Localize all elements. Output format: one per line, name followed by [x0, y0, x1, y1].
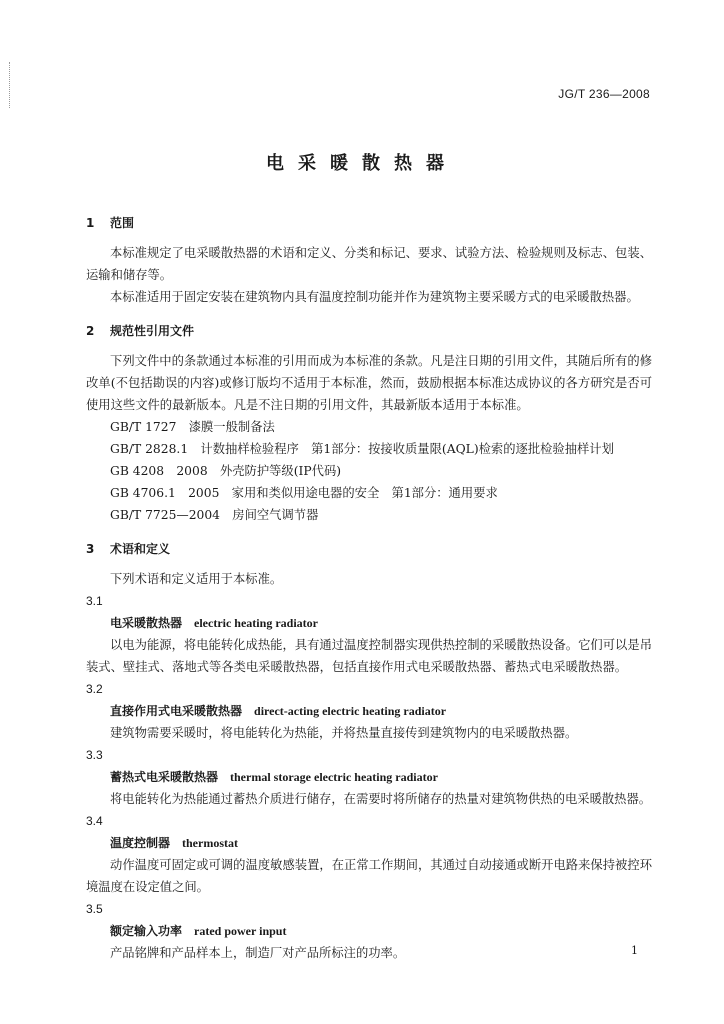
- term-en: thermal storage electric heating radiator: [230, 770, 438, 784]
- document-body: [86, 212, 652, 964]
- paragraph: 本标准规定了电采暖散热器的术语和定义、分类和标记、要求、试验方法、检验规则及标志、包装、运输和储存等。: [86, 246, 652, 282]
- term-definition: 建筑物需要采暖时，将电能转化为热能，并将热量直接传到建筑物内的电采暖散热器。: [110, 726, 578, 740]
- clause-number: 3.1: [86, 594, 103, 608]
- term-cn: 蓄热式电采暖散热器: [110, 770, 219, 784]
- term-heading: [86, 612, 652, 634]
- section-number: 1: [86, 216, 95, 230]
- section-heading-normative-references: [86, 320, 652, 342]
- clause-number: 3.3: [86, 748, 103, 762]
- binding-margin-marks: [9, 62, 12, 108]
- term-definition: 产品铭牌和产品样本上，制造厂对产品所标注的功率。: [110, 946, 406, 960]
- term-cn: 直接作用式电采暖散热器: [110, 704, 243, 718]
- paragraph: 下列文件中的条款通过本标准的引用而成为本标准的条款。凡是注日期的引用文件，其随后所有的修改单(不包括勘误的内容)或修订版均不适用于本标准，然而，鼓励根据本标准达成协议的各方研究是否可使用这些文件的最新版本。凡是不注日期的引用文件，其最新版本适用于本标准。: [86, 354, 652, 412]
- section-title: 规范性引用文件: [110, 324, 195, 338]
- document-title: 电采暖散热器: [266, 153, 458, 174]
- section-number: 3: [86, 542, 95, 556]
- section-heading-terms-definitions: [86, 538, 652, 560]
- term-cn: 温度控制器: [110, 836, 171, 850]
- term-en: thermostat: [182, 836, 238, 850]
- section-number: 2: [86, 324, 95, 338]
- clause-number: 3.5: [86, 902, 103, 916]
- term-en: direct-acting electric heating radiator: [254, 704, 447, 718]
- reference-item: GB 4706.1 2005 家用和类似用途电器的安全 第1部分：通用要求: [110, 486, 498, 500]
- clause-number: 3.2: [86, 682, 103, 696]
- reference-item: GB/T 7725—2004 房间空气调节器: [110, 508, 319, 522]
- paragraph: 本标准适用于固定安装在建筑物内具有温度控制功能并作为建筑物主要采暖方式的电采暖散热器。: [110, 290, 639, 304]
- term-cn: 电采暖散热器: [110, 616, 183, 630]
- term-definition: 以电为能源，将电能转化成热能，具有通过温度控制器实现供热控制的采暖散热设备。它们可以是吊装式、壁挂式、落地式等各类电采暖散热器，包括直接作用式电采暖散热器、蓄热式电采暖散热器。: [86, 638, 652, 674]
- section-heading-scope: [86, 212, 652, 234]
- term-cn: 额定输入功率: [110, 924, 183, 938]
- term-en: rated power input: [194, 924, 287, 938]
- term-heading: [86, 766, 652, 788]
- term-heading: [86, 700, 652, 722]
- term-heading: [86, 832, 652, 854]
- page-number: 1: [631, 944, 638, 957]
- term-en: electric heating radiator: [194, 616, 318, 630]
- paragraph: 下列术语和定义适用于本标准。: [110, 572, 283, 586]
- reference-item: GB/T 1727 漆膜一般制备法: [110, 420, 275, 434]
- section-title: 范围: [110, 216, 135, 230]
- reference-item: GB/T 2828.1 计数抽样检验程序 第1部分：按接收质量限(AQL)检索的逐批检验抽样计划: [110, 442, 614, 456]
- section-title: 术语和定义: [110, 542, 171, 556]
- standard-code: JG/T 236—2008: [558, 87, 650, 101]
- term-heading: [86, 920, 652, 942]
- clause-number: 3.4: [86, 814, 103, 828]
- term-definition: 将电能转化为热能通过蓄热介质进行储存，在需要时将所储存的热量对建筑物供热的电采暖散热器。: [110, 792, 652, 806]
- term-definition: 动作温度可固定或可调的温度敏感装置，在正常工作期间，其通过自动接通或断开电路来保持被控环境温度在设定值之间。: [86, 858, 652, 894]
- reference-item: GB 4208 2008 外壳防护等级(IP代码): [110, 464, 342, 478]
